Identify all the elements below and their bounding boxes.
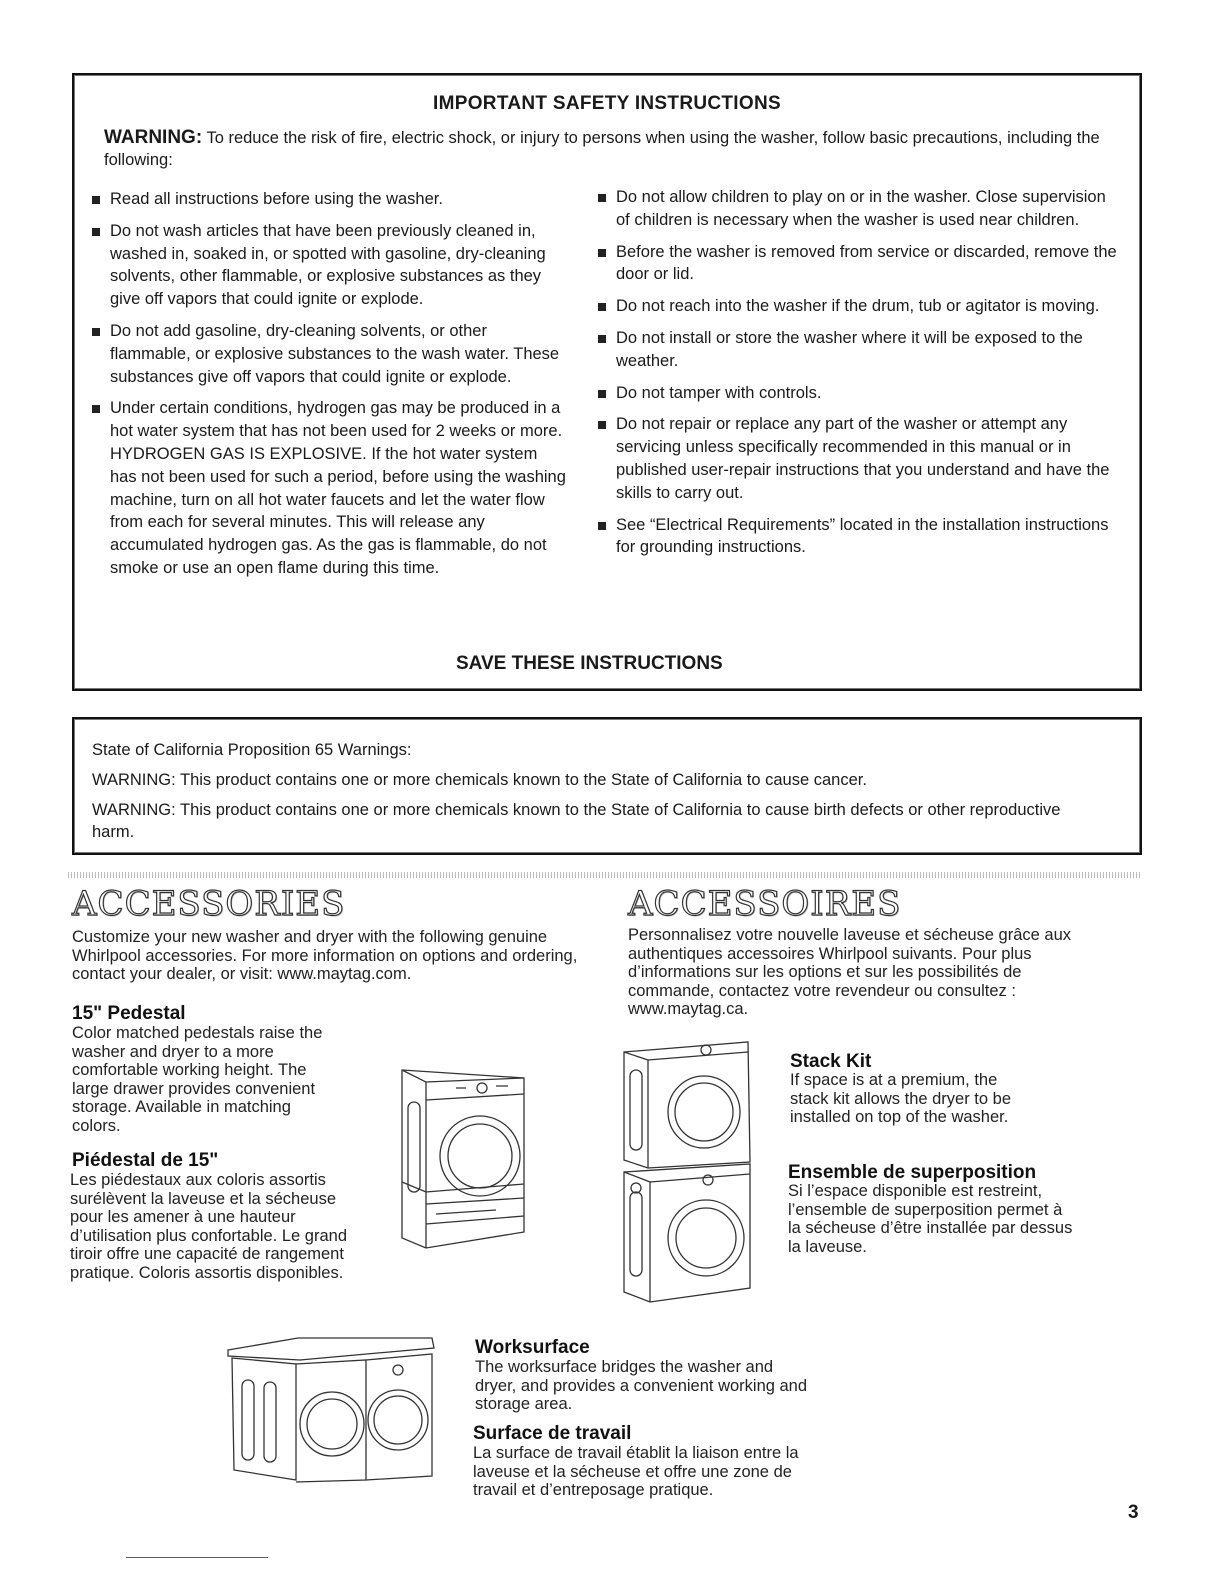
prop65-heading: State of California Proposition 65 Warnings: [92,741,412,759]
bullet-icon [598,194,606,202]
worksurface-title-fr: Surface de travail [473,1423,632,1444]
safety-item: Do not install or store the washer where it will be exposed to the weather. [592,327,1122,373]
safety-item: Under certain conditions, hydrogen gas may be produced in a hot water system that has not been used for 2 weeks or more. HYDROGEN GAS IS EXPLOSIVE. If the hot water system has not been used for such a period, before using the washing machine, turn on all hot water faucets and let the water flow from each for several minutes. This will release any accumulated hydrogen gas. As the gas is flammable, do not smoke or use an open flame during this time. [86,397,566,579]
stack-kit-text-fr: Si l’espace disponible est restreint, l’ensemble de superposition permet à la sécheuse d’être installée par dessus la laveuse. [788,1182,1073,1256]
accessories-title-fr: ACCESSOIRES [628,884,902,924]
prop65-warning-birth-defects: WARNING: This product contains one or more chemicals known to the State of California to cause birth defects or other reproductive harm. [92,801,1061,841]
bullet-icon [598,249,606,257]
stack-kit-title-en: Stack Kit [790,1051,872,1072]
worksurface-text-fr: La surface de travail établit la liaison entre la laveuse et la sécheuse et offre une zone de travail et d’entreposage pratique. [473,1444,799,1499]
warning-label: WARNING: [104,127,203,148]
bullet-icon [598,522,606,530]
bullet-icon [92,328,100,336]
safety-item: Do not wash articles that have been previously cleaned in, washed in, soaked in, or spotted with gasoline, dry-cleaning solvents, other flammable, or explosive substances as they give off vapors that could ignite or explode. [86,220,566,311]
stack-kit-illustration [620,1040,755,1305]
bullet-icon [92,228,100,236]
stack-kit-title-fr: Ensemble de superposition [788,1162,1037,1183]
worksurface-text-en: The worksurface bridges the washer and dryer, and provides a convenient working and storage area. [475,1358,808,1413]
pedestal-title-fr: Piédestal de 15" [72,1150,219,1171]
accessories-intro-en: Customize your new washer and dryer with the following genuine Whirlpool accessories. For more information on options and ordering, contact your dealer, or visit: www.maytag.com. [72,928,578,983]
footer-rule [126,1557,268,1558]
save-instructions-title: SAVE THESE INSTRUCTIONS [456,653,723,674]
bullet-icon [598,335,606,343]
safety-item: See “Electrical Requirements” located in the installation instructions for grounding instructions. [592,514,1122,560]
section-divider [68,872,1142,878]
accessories-title-en: ACCESSORIES [72,884,346,924]
safety-item: Do not add gasoline, dry-cleaning solvents, or other flammable, or explosive substances to the wash water. These substances give off vapors that could ignite or explode. [86,320,566,388]
safety-item: Before the washer is removed from service or discarded, remove the door or lid. [592,241,1122,287]
pedestal-washer-illustration [396,1064,531,1254]
prop65-warning-cancer: WARNING: This product contains one or more chemicals known to the State of California to cause cancer. [92,771,867,789]
pedestal-title-en: 15" Pedestal [72,1003,186,1024]
safety-item: Do not allow children to play on or in the washer. Close supervision of children is necessary when the washer is used near children. [592,186,1122,232]
warning-text: To reduce the risk of fire, electric shock, or injury to persons when using the washer, follow basic precautions, including the following: [104,129,1100,169]
page-number: 3 [1128,1502,1139,1523]
safety-left-column [86,188,566,589]
worksurface-illustration [226,1330,438,1490]
bullet-icon [92,196,100,204]
safety-instructions-box [72,73,1142,691]
safety-item: Do not repair or replace any part of the washer or attempt any servicing unless specifically recommended in this manual or in published user-repair instructions that you understand and have the skills to carry out. [592,413,1122,504]
prop65-box [72,717,1142,855]
warning-intro [104,127,1114,171]
bullet-icon [598,303,606,311]
pedestal-text-fr: Les piédestaux aux coloris assortis surélèvent la laveuse et la sécheuse pour les amener à une hauteur d’utilisation plus confortable. Le grand tiroir offre une capacité de rangement pratique. Coloris assortis disponibles. [70,1171,348,1282]
bullet-icon [92,405,100,413]
safety-item: Do not reach into the washer if the drum, tub or agitator is moving. [592,295,1122,318]
stack-kit-text-en: If space is at a premium, the stack kit allows the dryer to be installed on top of the washer. [790,1071,1012,1126]
bullet-icon [598,390,606,398]
accessories-intro-fr: Personnalisez votre nouvelle laveuse et sécheuse grâce aux authentiques accessoires Whirlpool suivants. Pour plus d’informations sur les options et sur les possibilités de commande, contactez votre revendeur ou consultez : www.maytag.ca. [628,926,1072,1018]
safety-title: IMPORTANT SAFETY INSTRUCTIONS [433,93,781,114]
safety-right-column [592,186,1122,568]
safety-item: Read all instructions before using the washer. [86,188,566,211]
pedestal-text-en: Color matched pedestals raise the washer and dryer to a more comfortable working height. The large drawer provides convenient storage. Available in matching colors. [72,1024,323,1135]
safety-item: Do not tamper with controls. [592,382,1122,405]
worksurface-title-en: Worksurface [475,1337,590,1358]
bullet-icon [598,421,606,429]
